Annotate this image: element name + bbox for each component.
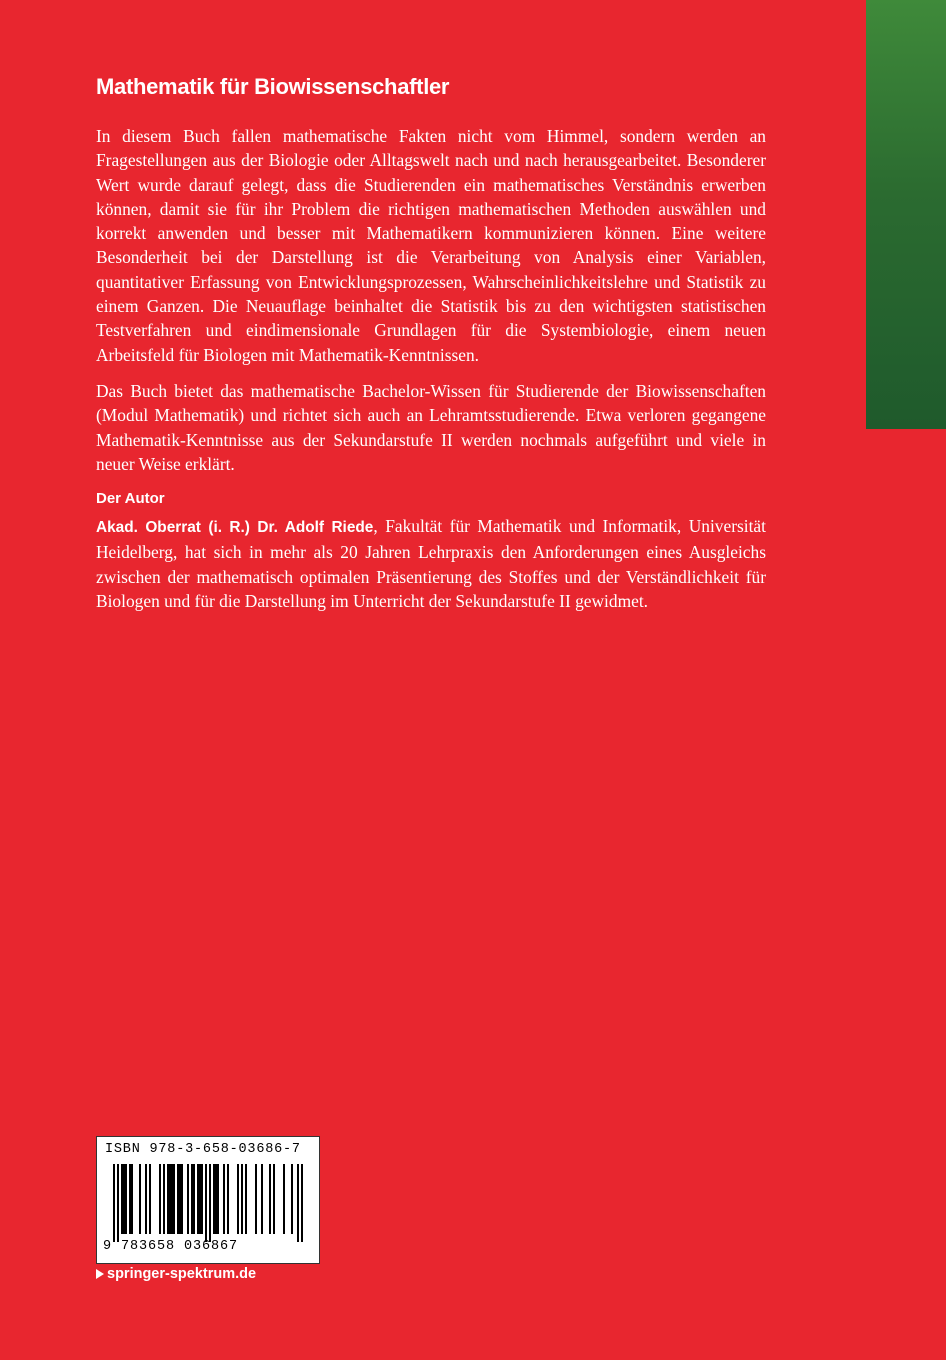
author-heading: Der Autor bbox=[96, 490, 165, 508]
barcode-bar bbox=[241, 1164, 243, 1234]
barcode-bars bbox=[111, 1164, 307, 1242]
barcode-bar bbox=[197, 1164, 199, 1234]
website-label: springer-spektrum.de bbox=[107, 1266, 257, 1282]
barcode-bar bbox=[193, 1164, 195, 1234]
barcode-bar bbox=[125, 1164, 127, 1234]
barcode-bar bbox=[169, 1164, 171, 1234]
green-color-band bbox=[866, 0, 946, 429]
barcode-bar bbox=[117, 1164, 119, 1242]
barcode-bar bbox=[201, 1164, 203, 1234]
barcode-bar bbox=[173, 1164, 175, 1234]
barcode-bar bbox=[209, 1164, 211, 1242]
barcode-bar bbox=[171, 1164, 173, 1234]
description-paragraph-2: Das Buch bietet das mathematische Bachelor-Wissen für Studierende der Biowissenschaften (Modul Mathematik) und richtet sich auch an Lehramtsstudierende. Etwa verloren gegangene Mathematik-Kenntnisse aus der Sekundarstufe II werden nochmals aufgeführt und viele in neuer Weise erklärt. bbox=[96, 380, 766, 474]
barcode-bar bbox=[205, 1164, 207, 1242]
barcode-bar bbox=[181, 1164, 183, 1234]
barcode-bar bbox=[123, 1164, 125, 1234]
barcode-bar bbox=[145, 1164, 147, 1234]
isbn-label: ISBN 978-3-658-03686-7 bbox=[105, 1142, 301, 1157]
barcode-bar bbox=[149, 1164, 151, 1234]
isbn-barcode bbox=[96, 1136, 320, 1264]
barcode-bar bbox=[297, 1164, 299, 1242]
barcode-bar bbox=[131, 1164, 133, 1234]
barcode-bar bbox=[245, 1164, 247, 1234]
barcode-bar bbox=[261, 1164, 263, 1234]
barcode-bar bbox=[213, 1164, 215, 1234]
barcode-bar bbox=[163, 1164, 165, 1234]
barcode-bar bbox=[269, 1164, 271, 1234]
barcode-bar bbox=[139, 1164, 141, 1234]
barcode-bar bbox=[191, 1164, 193, 1234]
barcode-bar bbox=[291, 1164, 293, 1234]
barcode-bar bbox=[179, 1164, 181, 1234]
barcode-bar bbox=[129, 1164, 131, 1234]
author-bio: , Fakultät für Mathematik und Informatik, Universität Heidelberg, hat sich in mehr als 20 Jahren Lehrpraxis den Anforderungen eines Ausgleichs zwischen der mathematisch optimalen Präsentierung des Stoffes und der Verständlichkeit für Biologen und für die Darstellung im Unterricht der Sekundarstufe II gewidmet. bbox=[96, 516, 766, 612]
ean-digits: 9 783658 036867 bbox=[103, 1239, 239, 1254]
description-paragraph-1: In diesem Buch fallen mathematische Fakten nicht vom Himmel, sondern werden an Fragestellungen aus der Biologie oder Alltagswelt nach und nach herausgearbeitet. Besonderer Wert wurde darauf gelegt, dass die Studierenden ein mathematisches Verständnis erwerben können, damit sie für ihr Problem die richtigen mathematischen Methoden auswählen und korrekt anwenden und besser mit Mathematikern kommunizieren können. Eine weitere Besonderheit bei der Darstellung ist die Verarbeitung von Analysis einer Variablen, quantitativer Erfassung von Entwicklungsprozessen, Wahrscheinlichkeitslehre und Statistik zu einem Ganzen. Die Neuauflage beinhaltet die Statistik bis zu den wichtigsten statistischen Testverfahren und eindimensionale Grundlagen für die Systembiologie, einem neuen Arbeitsfeld für Biologen mit Mathematik-Kenntnissen. bbox=[96, 126, 766, 365]
barcode-bar bbox=[187, 1164, 189, 1234]
author-paragraph bbox=[96, 514, 766, 613]
barcode-bar bbox=[217, 1164, 219, 1234]
barcode-bar bbox=[301, 1164, 303, 1242]
arrow-right-icon bbox=[96, 1269, 104, 1279]
barcode-bar bbox=[113, 1164, 115, 1242]
barcode-bar bbox=[283, 1164, 285, 1234]
barcode-bar bbox=[177, 1164, 179, 1234]
barcode-bar bbox=[215, 1164, 217, 1234]
back-cover-text bbox=[96, 72, 766, 625]
barcode-bar bbox=[199, 1164, 201, 1234]
barcode-bar bbox=[227, 1164, 229, 1234]
author-name: Akad. Oberrat (i. R.) Dr. Adolf Riede bbox=[96, 519, 374, 537]
barcode-bar bbox=[237, 1164, 239, 1234]
barcode-bar bbox=[255, 1164, 257, 1234]
publisher-link[interactable] bbox=[96, 1266, 256, 1282]
barcode-bar bbox=[273, 1164, 275, 1234]
barcode-bar bbox=[159, 1164, 161, 1234]
book-title: Mathematik für Biowissenschaftler bbox=[96, 74, 450, 99]
barcode-bar bbox=[223, 1164, 225, 1234]
barcode-bar bbox=[167, 1164, 169, 1234]
barcode-bar bbox=[121, 1164, 123, 1234]
